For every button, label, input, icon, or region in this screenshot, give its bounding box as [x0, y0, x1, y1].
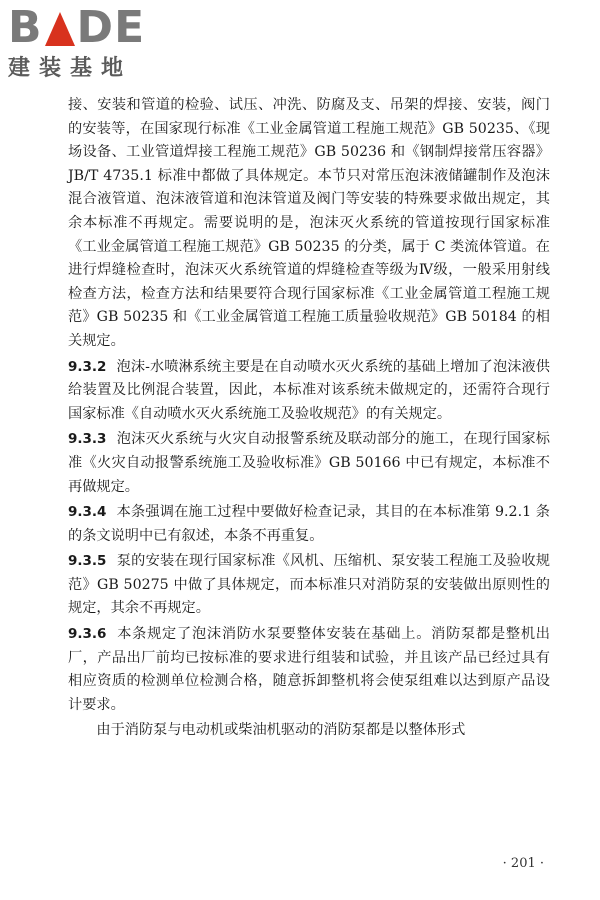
- clause-number: 9.3.6: [68, 626, 107, 643]
- clause-text: 泵的安装在现行国家标准《风机、压缩机、泵安装工程施工及验收规范》GB 50275 中做了具体规定，而本标准只对消防泵的安装做出原则性的规定，其余不再规定。: [68, 553, 550, 617]
- clause-9-3-3: [68, 428, 550, 499]
- brand-logo: [8, 2, 178, 82]
- paragraph-text: 由于消防泵与电动机或柴油机驱动的消防泵都是以整体形式: [96, 722, 466, 739]
- logo-wordmark: [8, 2, 178, 53]
- clause-9-3-6: [68, 623, 550, 717]
- clause-9-3-4: [68, 501, 550, 548]
- logo-letters-de: DE: [76, 2, 146, 53]
- clause-text: 本条强调在施工过程中要做好检查记录，其目的在本标准第 9.2.1 条的条文说明中已有叙述，本条不再重复。: [68, 504, 550, 544]
- clause-text: 本条规定了泡沫消防水泵要整体安装在基础上。消防泵都是整机出厂，产品出厂前均已按标准的要求进行组装和试验，并且该产品已经过具有相应资质的检测单位检测合格，随意拆卸整机将会使泵组难以达到原产品设计要求。: [68, 626, 550, 713]
- document-body: [68, 94, 550, 745]
- logo-triangle-icon: [45, 12, 75, 46]
- clause-text: 泡沫灭火系统与火灾自动报警系统及联动部分的施工，在现行国家标准《火灾自动报警系统施工及验收标准》GB 50166 中已有规定，本标准不再做规定。: [68, 431, 550, 495]
- clause-9-3-5: [68, 550, 550, 621]
- page-number: · 201 ·: [502, 856, 544, 871]
- paragraph-continued: [68, 94, 550, 354]
- clause-number: 9.3.3: [68, 431, 107, 448]
- paragraph-continuing: [68, 719, 550, 743]
- clause-9-3-2: [68, 356, 550, 427]
- logo-letter-b: B: [8, 2, 43, 53]
- clause-text: 泡沫-水喷淋系统主要是在自动喷水灭火系统的基础上增加了泡沫液供给装置及比例混合装置，因此，本标准对该系统未做规定的，还需符合现行国家标准《自动喷水灭火系统施工及验收规范》的有关规定。: [68, 358, 550, 422]
- logo-subtitle: 建装基地: [8, 56, 133, 81]
- clause-number: 9.3.5: [68, 553, 107, 570]
- clause-number: 9.3.4: [68, 504, 107, 521]
- paragraph-text: 接、安装和管道的检验、试压、冲洗、防腐及支、吊架的焊接、安装，阀门的安装等，在国家现行标准《工业金属管道工程施工规范》GB 50235、《现场设备、工业管道焊接工程施工规范》GB 50236 和《钢制焊接常压容器》JB/T 4735.1 标准中都做了具体规定。本节只对常压泡沫液储罐制作及泡沫混合液管道、泡沫液管道和泡沫管道及阀门等安装的特殊要求做出规定，其余本标准不再规定。需要说明的是，泡沫灭火系统的管道按现行国家标准《工业金属管道工程施工规范》GB 50235 的分类，属于 C 类流体管道。在进行焊缝检查时，泡沫灭火系统管道的焊缝检查等级为Ⅳ级，一般采用射线检查方法，检查方法和结果要符合现行国家标准《工业金属管道工程施工规范》GB 50235 和《工业金属管道工程施工质量验收规范》GB 50184 的相关规定。: [68, 97, 550, 349]
- clause-number: 9.3.2: [68, 358, 107, 375]
